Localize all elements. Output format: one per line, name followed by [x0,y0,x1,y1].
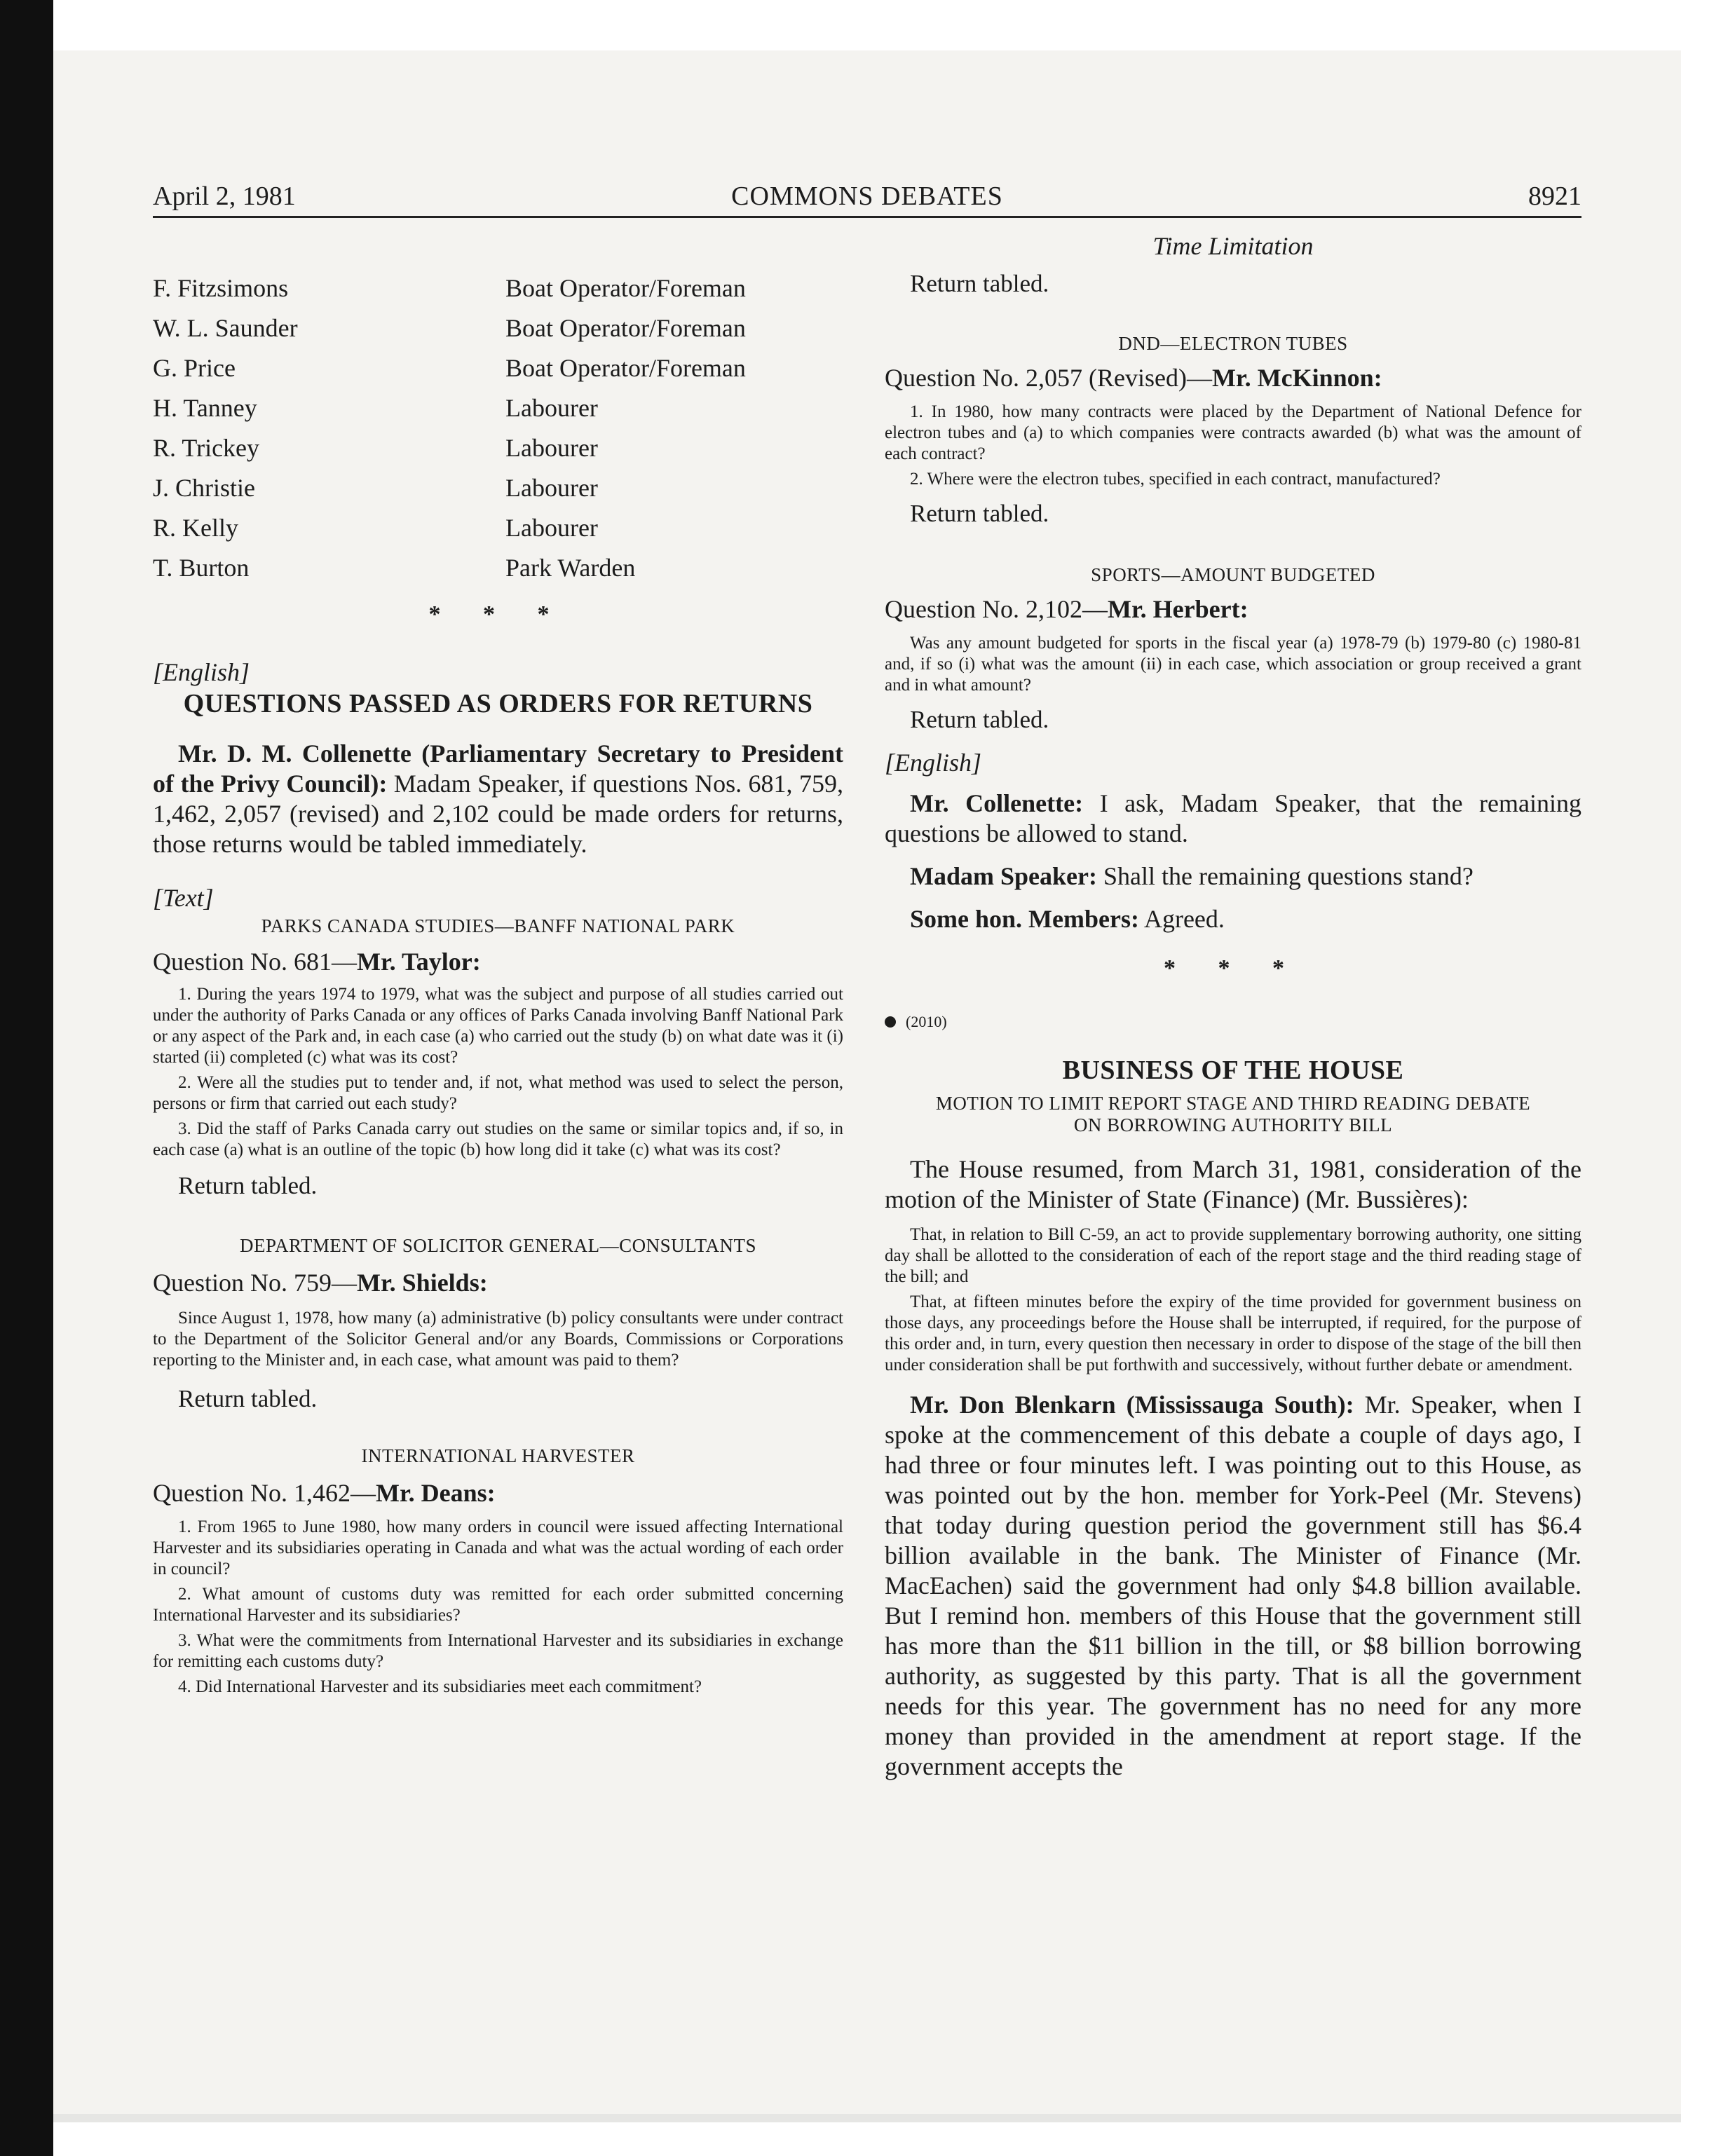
return-tabled: Return tabled. [910,706,1049,733]
question-label [153,1478,843,1508]
table-row [153,393,746,433]
question-text: 3. Did the staff of Parks Canada carry out studies on the same or similar topics and, if so, in each case (a) what is an outline of the topic (b) how long did it take (c) what was its cost? [153,1119,843,1159]
blenkarn-speech-paragraph [885,1390,1581,1782]
table-row [153,353,746,393]
table-row [153,553,746,593]
staff-roster-table [153,273,746,593]
roster-name: G. Price [153,354,236,382]
question-text: 1. In 1980, how many contracts were placed by the Department of National Defence for electron tubes and (a) to which companies were contracts awarded (b) what was the amount of each contract? [885,402,1581,463]
speech-text: Madam Speaker, if questions Nos. 681, 759, 1,462, 2,057 (revised) and 2,102 could be made orders for returns, those returns would be tabled immediately. [153,770,844,858]
question-member: Mr. Shields: [357,1269,488,1297]
bullet-dot-icon [885,1016,896,1028]
speaker-name: Mr. Collenette: [910,789,1084,817]
question-heading: INTERNATIONAL HARVESTER [361,1445,635,1466]
table-row [153,313,746,353]
table-row [153,473,746,513]
roster-role: Park Warden [505,554,636,582]
speaker-name: Mr. D. M. Collenette (Parliamentary Secretary to President of the Privy Council): [153,739,843,798]
left-column [153,231,843,1698]
question-number: Question No. 681— [153,948,357,976]
question-text: 2. Were all the studies put to tender and, if not, what method was used to select the person, persons or firm that carried out each study? [153,1073,843,1113]
question-member: Mr. Herbert: [1108,595,1248,623]
roster-name: F. Fitzsimons [153,274,289,302]
roster-role: Labourer [505,474,598,502]
question-number: Question No. 2,057 (Revised)— [885,364,1212,392]
motion-text: That, at fifteen minutes before the expiry of the time provided for government business on those days, any proceedings before the House shall be interrupted, if required, for the purpose of this order and, in turn, every question then necessary in order to dispose of the stage of the bill then under consideration shall be put forthwith and successively, without further debate or amendment. [885,1292,1581,1374]
roster-role: Labourer [505,434,598,462]
roster-role: Labourer [505,514,598,542]
question-text: 1. From 1965 to June 1980, how many orders in council were issued affecting International Harvester and its subsidiaries operating in Canada and what was the actual wording of each order in council? [153,1517,843,1578]
time-tag: (2010) [906,1013,947,1030]
speaker-name: Madam Speaker: [910,862,1097,890]
table-row [153,273,746,313]
time-marker [885,1013,1581,1031]
question-text: 2. Where were the electron tubes, specified in each contract, manufactured? [910,470,1441,489]
speech-text: Shall the remaining questions stand? [1103,862,1474,890]
question-text: Since August 1, 1978, how many (a) administrative (b) policy consultants were under contract to the Department of the Solicitor General and/or any Boards, Commissions or Corporations reporting to the Minister and, in each case, what amount was paid to them? [153,1309,843,1370]
speech-text: Mr. Speaker, when I spoke at the commencement of this debate a couple of days ago, I had three or four minutes left. I was pointing out to this House, as was pointed out by the hon. member for York-Peel (Mr. Stevens) that today during question period the government still has $6.4 billion available in the bank. The Minister of Finance (Mr. MacEachen) said the government had only $4.8 billion available. But I remind hon. members of this House that the government still has more than the $11 billion in the till, or $8 billion borrowing authority, as suggested by this party. That is all the government needs for this year. The government has no need for any more money than provided in the amendment at report stage. If the government accepts the [885,1391,1581,1780]
return-tabled: Return tabled. [910,500,1049,527]
section-title: QUESTIONS PASSED AS ORDERS FOR RETURNS [183,689,813,718]
language-marker: [English] [885,749,982,777]
language-marker: [English] [153,658,250,686]
scan-edge-shadow [0,0,53,2156]
header-date: April 2, 1981 [153,182,296,211]
question-heading: DEPARTMENT OF SOLICITOR GENERAL—CONSULTANTS [239,1235,757,1256]
roster-name: T. Burton [153,554,250,582]
question-member: Mr. Deans: [376,1479,496,1507]
roster-role: Boat Operator/Foreman [505,274,746,302]
language-marker: [Text] [153,884,214,912]
question-text: Was any amount budgeted for sports in the fiscal year (a) 1978-79 (b) 1979-80 (c) 1980-81 and, if so (i) what was the amount (ii) in each case, which association or group received a grant and in what amount? [885,634,1581,695]
question-member: Mr. Taylor: [357,948,481,976]
section-separator-stars: * * * [428,601,568,627]
section-separator-stars: * * * [1164,955,1302,981]
return-tabled: Return tabled. [178,1172,318,1199]
business-title: BUSINESS OF THE HOUSE [1062,1056,1404,1085]
speaker-name: Mr. Don Blenkarn (Mississauga South): [910,1391,1354,1419]
question-member: Mr. McKinnon: [1211,364,1382,392]
business-subtitle-line2: ON BORROWING AUTHORITY BILL [1073,1114,1393,1135]
resumed-paragraph: The House resumed, from March 31, 1981, consideration of the motion of the Minister of State (Finance) (Mr. Bussières): [885,1155,1581,1213]
collenette-intro-paragraph [153,739,843,859]
return-tabled: Return tabled. [178,1385,318,1412]
motion-text: That, in relation to Bill C-59, an act to provide supplementary borrowing authority, one sitting day shall be allotted to the consideration of each of the report stage and the third reading stage of the bill; and [885,1225,1581,1286]
return-tabled: Return tabled. [910,270,1049,297]
question-label [153,947,843,977]
roster-role: Boat Operator/Foreman [505,314,746,342]
speech-text: Agreed. [1143,905,1225,933]
question-heading: SPORTS—AMOUNT BUDGETED [1091,564,1375,585]
table-row [153,513,746,553]
table-row [153,433,746,473]
question-text: 3. What were the commitments from International Harvester and its subsidiaries in exchange for remitting each customs duty? [153,1631,843,1671]
question-label [885,594,1581,625]
roster-name: J. Christie [153,474,256,502]
header-page-number: 8921 [1528,182,1581,211]
roster-name: R. Kelly [153,514,238,542]
question-number: Question No. 1,462— [153,1479,376,1507]
page-header [153,181,1581,218]
running-head: Time Limitation [1152,232,1314,260]
question-label [885,363,1581,393]
right-column [885,270,1581,1782]
roster-role: Boat Operator/Foreman [505,354,746,382]
roster-role: Labourer [505,394,598,422]
speaker-name: Some hon. Members: [910,905,1139,933]
question-heading: DND—ELECTRON TUBES [1118,333,1348,354]
roster-name: H. Tanney [153,394,257,422]
speech-text: I ask, Madam Speaker, that the remaining questions be allowed to stand. [885,789,1582,847]
roster-name: R. Trickey [153,434,260,462]
business-subtitle-line1: MOTION TO LIMIT REPORT STAGE AND THIRD READING DEBATE [935,1093,1531,1114]
header-title: COMMONS DEBATES [731,182,1003,211]
question-heading: PARKS CANADA STUDIES—BANFF NATIONAL PARK [261,915,735,936]
question-text: 1. During the years 1974 to 1979, what was the subject and purpose of all studies carried out under the authority of Parks Canada or any offices of Parks Canada involving Banff National Park or any aspect of the Park and, in each case (a) who carried out the study (b) on what date was it (i) started (ii) completed (c) what was its cost? [153,985,843,1067]
speech-paragraph [885,861,1581,892]
speech-paragraph [885,904,1581,934]
question-text: 4. Did International Harvester and its subsidiaries meet each commitment? [178,1677,702,1696]
roster-name: W. L. Saunder [153,314,298,342]
question-number: Question No. 759— [153,1269,357,1297]
question-label [153,1268,843,1298]
question-text: 2. What amount of customs duty was remitted for each order submitted concerning International Harvester and its subsidiaries? [153,1585,843,1625]
speech-paragraph [885,789,1581,849]
question-number: Question No. 2,102— [885,595,1108,623]
